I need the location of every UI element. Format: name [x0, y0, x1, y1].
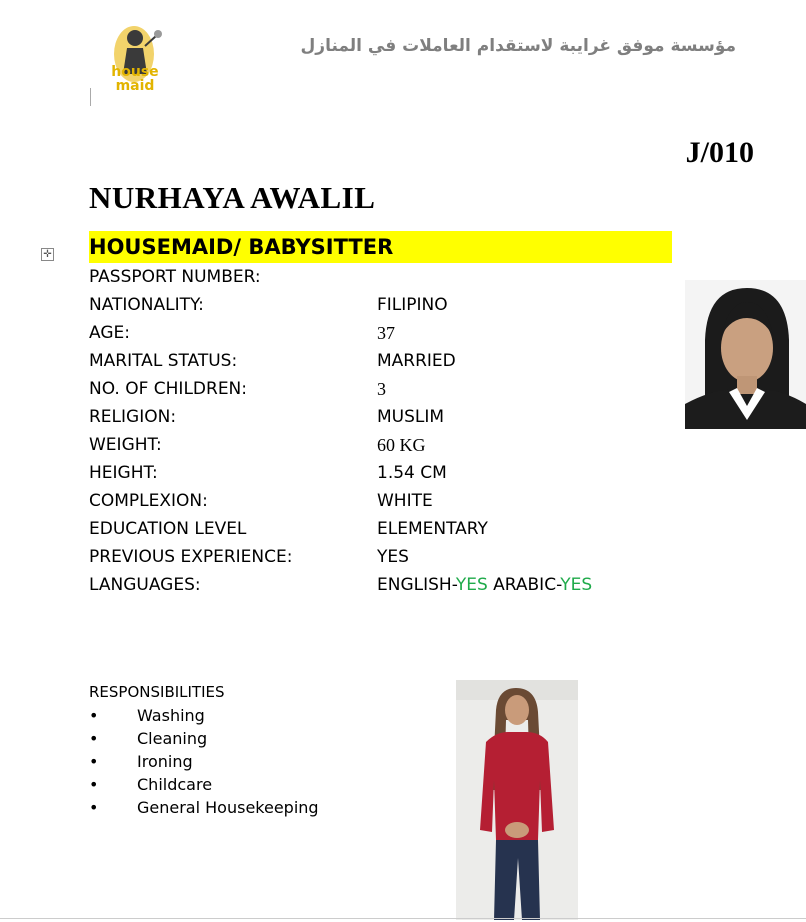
bullet-icon: •	[89, 752, 99, 771]
detail-label: COMPLEXION:	[89, 491, 208, 511]
english-label: ENGLISH-	[377, 575, 456, 595]
detail-value: MUSLIM	[377, 407, 445, 427]
detail-value: MARRIED	[377, 351, 456, 371]
responsibility-text: Washing	[137, 706, 205, 725]
arabic-yes: YES	[560, 575, 593, 595]
detail-label: NATIONALITY:	[89, 295, 204, 315]
detail-row-age	[89, 319, 689, 347]
responsibility-text: Childcare	[137, 775, 213, 794]
languages-value	[377, 571, 592, 599]
english-yes: YES	[455, 575, 488, 595]
detail-row-religion	[89, 403, 689, 431]
detail-row-complexion	[89, 487, 689, 515]
responsibilities-title: RESPONSIBILITIES	[89, 683, 225, 701]
candidate-name: NURHAYA AWALIL	[89, 180, 376, 215]
detail-value: WHITE	[377, 491, 433, 511]
full-body-photo	[456, 680, 578, 920]
detail-label: PREVIOUS EXPERIENCE:	[89, 547, 293, 567]
detail-row-marital-status	[89, 347, 689, 375]
responsibility-text: General Housekeeping	[137, 798, 319, 817]
detail-label: EDUCATION LEVEL	[89, 519, 247, 539]
bullet-icon: •	[89, 729, 99, 748]
detail-row-languages	[89, 571, 689, 599]
detail-label: MARITAL STATUS:	[89, 351, 238, 371]
detail-label: NO. OF CHILDREN:	[89, 379, 248, 399]
detail-value: 37	[377, 323, 395, 343]
detail-row-experience	[89, 543, 689, 571]
logo-divider	[90, 88, 91, 106]
detail-label: AGE:	[89, 323, 130, 343]
bullet-icon: •	[89, 798, 99, 817]
detail-row-weight	[89, 431, 689, 459]
page-bottom-border	[0, 918, 806, 919]
detail-label: LANGUAGES:	[89, 575, 201, 595]
detail-value: 3	[377, 379, 386, 399]
reference-code: J/010	[685, 136, 754, 169]
detail-value: 60 KG	[377, 435, 426, 455]
detail-row-passport	[89, 263, 689, 291]
bullet-icon: •	[89, 775, 99, 794]
detail-value: ELEMENTARY	[377, 519, 488, 539]
detail-value: FILIPINO	[377, 295, 448, 315]
portrait-photo	[685, 280, 806, 429]
housemaid-logo	[90, 8, 186, 104]
responsibility-text: Cleaning	[137, 729, 208, 748]
detail-label: RELIGION:	[89, 407, 177, 427]
detail-row-nationality	[89, 291, 689, 319]
detail-row-children	[89, 375, 689, 403]
table-move-handle-icon[interactable]: ✛	[41, 248, 54, 261]
logo-text-line1: house	[111, 64, 159, 80]
logo-text-line2: maid	[115, 78, 155, 94]
detail-value: YES	[377, 547, 409, 567]
arabic-label: ARABIC-	[487, 575, 561, 595]
bullet-icon: •	[89, 706, 99, 725]
company-name-arabic: مؤسسة موفق غرايبة لاستقدام العاملات في المنازل	[300, 36, 736, 56]
detail-value: 1.54 CM	[377, 463, 447, 483]
detail-row-height	[89, 459, 689, 487]
detail-label: PASSPORT NUMBER:	[89, 267, 261, 287]
detail-label: HEIGHT:	[89, 463, 158, 483]
detail-row-education	[89, 515, 689, 543]
detail-label: WEIGHT:	[89, 435, 162, 455]
responsibility-text: Ironing	[137, 752, 193, 771]
candidate-role: HOUSEMAID/ BABYSITTER	[89, 231, 672, 263]
